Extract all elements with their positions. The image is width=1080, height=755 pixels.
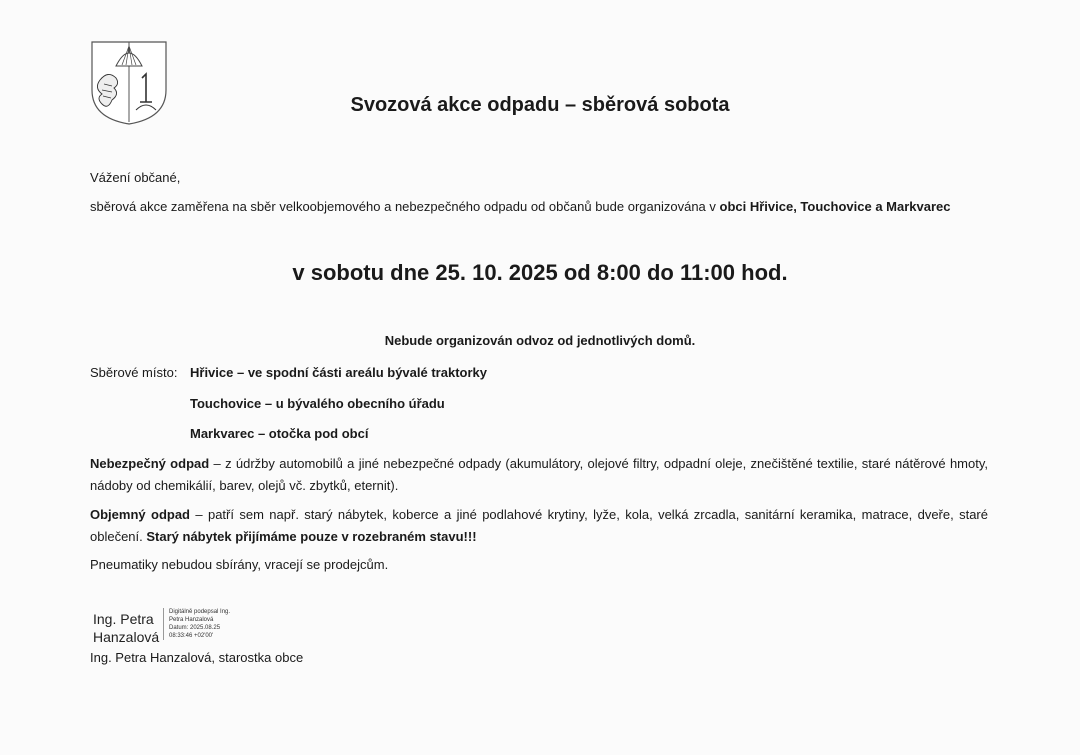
collection-place: Hřivice – ve spodní části areálu bývalé traktorky: [190, 365, 487, 380]
signature-name: [93, 610, 159, 646]
event-date: v sobotu dne 25. 10. 2025 od 8:00 do 11:00 hod.: [292, 260, 788, 285]
digital-signature-line: Datum: 2025.08.25: [169, 625, 221, 631]
greeting: Vážení občané,: [90, 170, 181, 185]
intro-paragraph: [90, 199, 951, 214]
digital-signature-stamp: [163, 608, 230, 640]
digital-signature-line: Digitálně podepsal Ing.: [169, 609, 231, 615]
signature-name-line: Hanzalová: [93, 629, 160, 645]
page-title: Svozová akce odpadu – sběrová sobota: [350, 94, 730, 116]
digital-signature-line: 08:33:46 +02'00': [169, 633, 214, 639]
bulky-waste-paragraph: [90, 504, 988, 548]
collection-label: Sběrové místo:: [90, 365, 178, 380]
bulky-text: – patří sem např. starý nábytek, koberce a jiné podlahové krytiny, lyže, kola, velká zrcadla, sanitární keramika, matrace, dveře, staré oblečení.: [90, 507, 988, 544]
collection-place: Touchovice – u bývalého obecního úřadu: [190, 396, 445, 411]
intro-text: sběrová akce zaměřena na sběr velkoobjemového a nebezpečného odpadu od občanů bude organizována v: [90, 199, 720, 214]
hazardous-term: Nebezpečný odpad: [90, 456, 210, 471]
hazardous-waste-paragraph: [90, 453, 988, 497]
signature-name-line: Ing. Petra: [93, 611, 154, 627]
digital-signature-line: Petra Hanzalová: [169, 617, 214, 623]
bulky-term: Objemný odpad: [90, 507, 190, 522]
signatory-line: Ing. Petra Hanzalová, starostka obce: [90, 650, 304, 665]
intro-villages: obci Hřivice, Touchovice a Markvarec: [719, 199, 951, 214]
hazardous-text: – z údržby automobilů a jiné nebezpečné odpady (akumulátory, olejové filtry, odpadní oleje, znečištěné textilie, staré nátěrové hmoty, nádoby od chemikálií, barev, olejů vč. zbytků, eternit).: [90, 456, 988, 493]
no-pickup-notice: Nebude organizován odvoz od jednotlivých domů.: [384, 333, 696, 348]
tires-notice: Pneumatiky nebudou sbírány, vracejí se prodejcům.: [90, 557, 389, 572]
collection-place: Markvarec – otočka pod obcí: [190, 426, 369, 441]
bulky-emphasis: Starý nábytek přijímáme pouze v rozebraném stavu!!!: [146, 529, 477, 544]
